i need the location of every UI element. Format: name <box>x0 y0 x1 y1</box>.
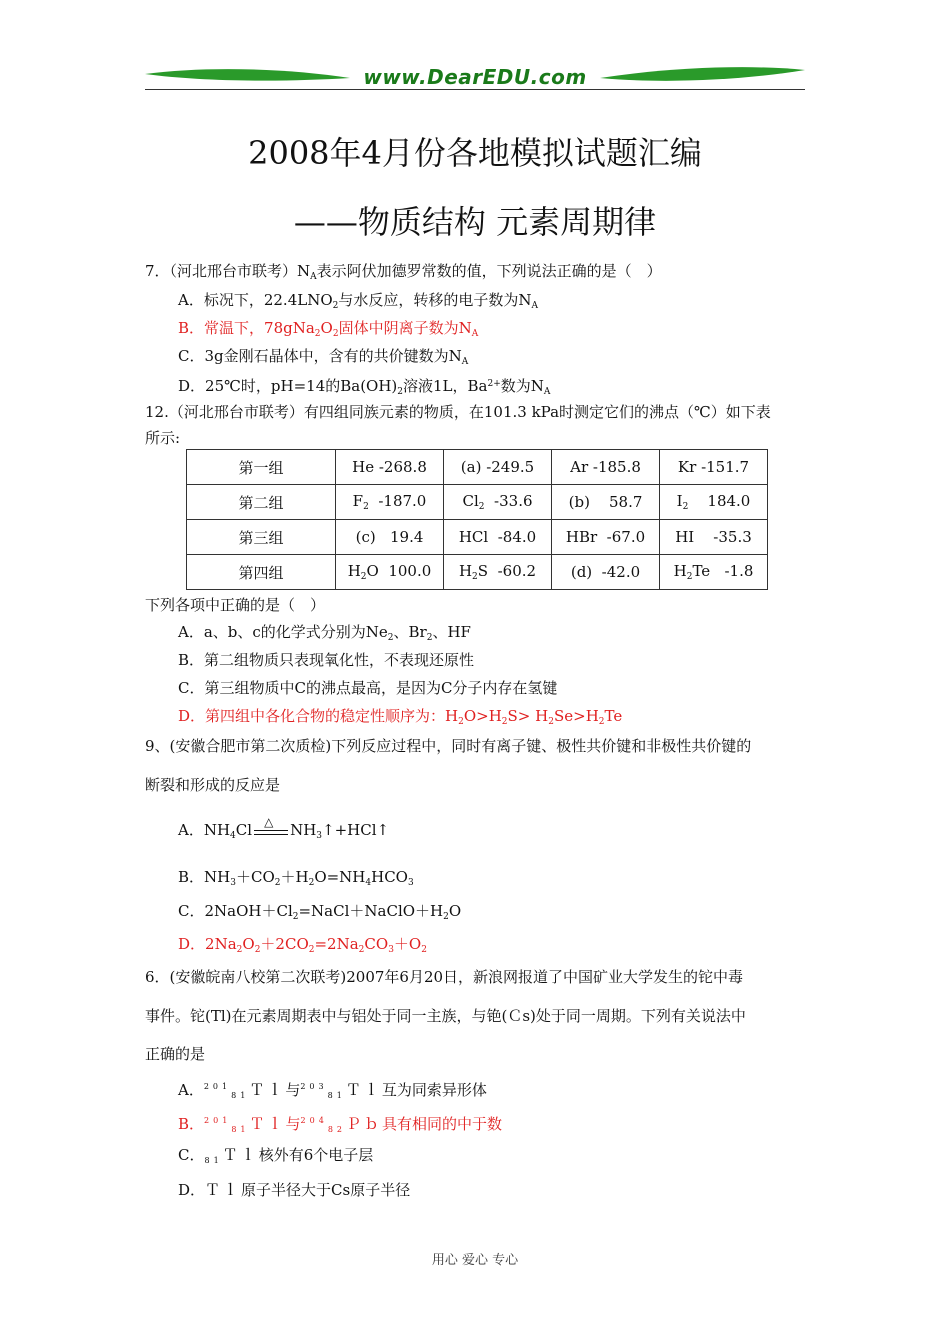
table-cell: Ar -185.8 <box>552 450 660 485</box>
q7-option-d: D．25℃时，pH=14的$Ba(OH)_2$溶液1L，$Ba^{2+}$数为$N_A$ <box>178 377 551 397</box>
q12-option-a: A．a、b、c的化学式分别为$Ne_2$、$Br_2$、HF <box>178 623 471 643</box>
table-cell: $F_2$ -187.0 <box>336 485 444 520</box>
table-cell: HI -35.3 <box>660 520 768 555</box>
q6-option-a: A．$^{201}_{81}$Ｔｌ与$^{203}_{81}$Ｔｌ互为同索异形体 <box>178 1081 487 1100</box>
boiling-point-table <box>186 449 768 590</box>
q12-option-d-answer: D．第四组中各化合物的稳定性顺序为：$H_2O>H_2S> H_2Se>H_2Te$ <box>178 707 623 727</box>
q6-stem-line3: 正确的是 <box>145 1045 206 1063</box>
page-footer: 用心 爱心 专心 <box>431 1253 519 1268</box>
table-cell: (d) -42.0 <box>552 555 660 590</box>
q7-option-c: C．3g金刚石晶体中，含有的共价键数为$N_A$ <box>178 347 469 367</box>
table-cell: $H_2O$ 100.0 <box>336 555 444 590</box>
table-cell: $H_2S$ -60.2 <box>444 555 552 590</box>
q7-option-b-answer: B．常温下，$78gNa_2O_2$固体中阴离子数为$N_A$ <box>178 319 479 339</box>
table-row <box>187 450 768 485</box>
q9-option-d-answer: D．$2Na_2O_2+2CO_2=2Na_2CO_3+O_2$ <box>178 935 427 955</box>
table-cell: HBr -67.0 <box>552 520 660 555</box>
table-cell: $I_2$ 184.0 <box>660 485 768 520</box>
header-rule <box>145 89 805 90</box>
table-row <box>187 520 768 555</box>
q9-option-b: B．$NH_3+CO_2+H_2O=NH_4HCO_3$ <box>178 868 414 888</box>
q6-option-b-answer: B．$^{201}_{81}$Ｔｌ与$^{204}_{82}$Ｐｂ具有相同的中于数 <box>178 1115 503 1134</box>
reaction-equals-sign <box>252 815 290 840</box>
q12-option-c: C．第三组物质中C的沸点最高，是因为C分子内存在氢键 <box>178 679 558 697</box>
q12-prompt: 下列各项中正确的是（ ） <box>145 596 326 614</box>
table-cell: He -268.8 <box>336 450 444 485</box>
q12-stem-line1: 12.（河北邢台市联考）有四组同族元素的物质，在101.3 kPa时测定它们的沸点（℃）如下表 <box>145 403 771 421</box>
table-cell: 第四组 <box>187 555 336 590</box>
table-row <box>187 485 768 520</box>
q9-stem-line1: 9、(安徽合肥市第二次质检)下列反应过程中，同时有离子键、极性共价键和非极性共价键的 <box>145 737 752 755</box>
q9-stem-line2: 断裂和形成的反应是 <box>145 776 281 794</box>
table-cell: (b) 58.7 <box>552 485 660 520</box>
table-cell: (c) 19.4 <box>336 520 444 555</box>
q9-option-a: A．$NH_4Cl$ △ $NH_3↑+HCl↑$ <box>178 820 389 846</box>
q6-option-c: C．$_{81}$Ｔｌ核外有6个电子层 <box>178 1146 374 1165</box>
table-cell: Kr -151.7 <box>660 450 768 485</box>
table-cell: $H_2Te$ -1.8 <box>660 555 768 590</box>
site-logo[interactable]: www.DearEDU.com <box>363 65 587 89</box>
q7-stem: 7．（河北邢台市联考）$N_A$表示阿伏加德罗常数的值，下列说法正确的是（ ） <box>145 262 662 282</box>
table-row <box>187 555 768 590</box>
q7-option-a: A．标况下，$22.4LNO_2$与水反应，转移的电子数为$N_A$ <box>178 291 538 311</box>
q12-option-b: B．第二组物质只表现氧化性，不表现还原性 <box>178 651 475 669</box>
heat-condition: △ <box>264 815 274 829</box>
q6-stem-line1: 6．(安徽皖南八校第二次联考)2007年6月20日，新浪网报道了中国矿业大学发生的铊中毒 <box>145 968 744 986</box>
q6-option-d: D．Ｔｌ原子半径大于Cs原子半径 <box>178 1181 411 1199</box>
table-cell: 第三组 <box>187 520 336 555</box>
table-cell: 第二组 <box>187 485 336 520</box>
page-subtitle: ——物质结构 元素周期律 <box>293 203 657 241</box>
table-cell: 第一组 <box>187 450 336 485</box>
page-header <box>145 62 805 92</box>
page-title: 2008年4月份各地模拟试题汇编 <box>248 134 702 172</box>
q6-stem-line2: 事件。铊(Tl)在元素周期表中与铝处于同一主族，与铯(Ｃs)处于同一周期。下列有关说法中 <box>145 1007 746 1025</box>
table-cell: $Cl_2$ -33.6 <box>444 485 552 520</box>
table-cell: HCl -84.0 <box>444 520 552 555</box>
q9-option-c: C．$2NaOH+Cl_2=NaCl+NaClO+H_2O$ <box>178 902 462 922</box>
q12-stem-line2: 所示: <box>145 429 181 447</box>
table-cell: (a) -249.5 <box>444 450 552 485</box>
